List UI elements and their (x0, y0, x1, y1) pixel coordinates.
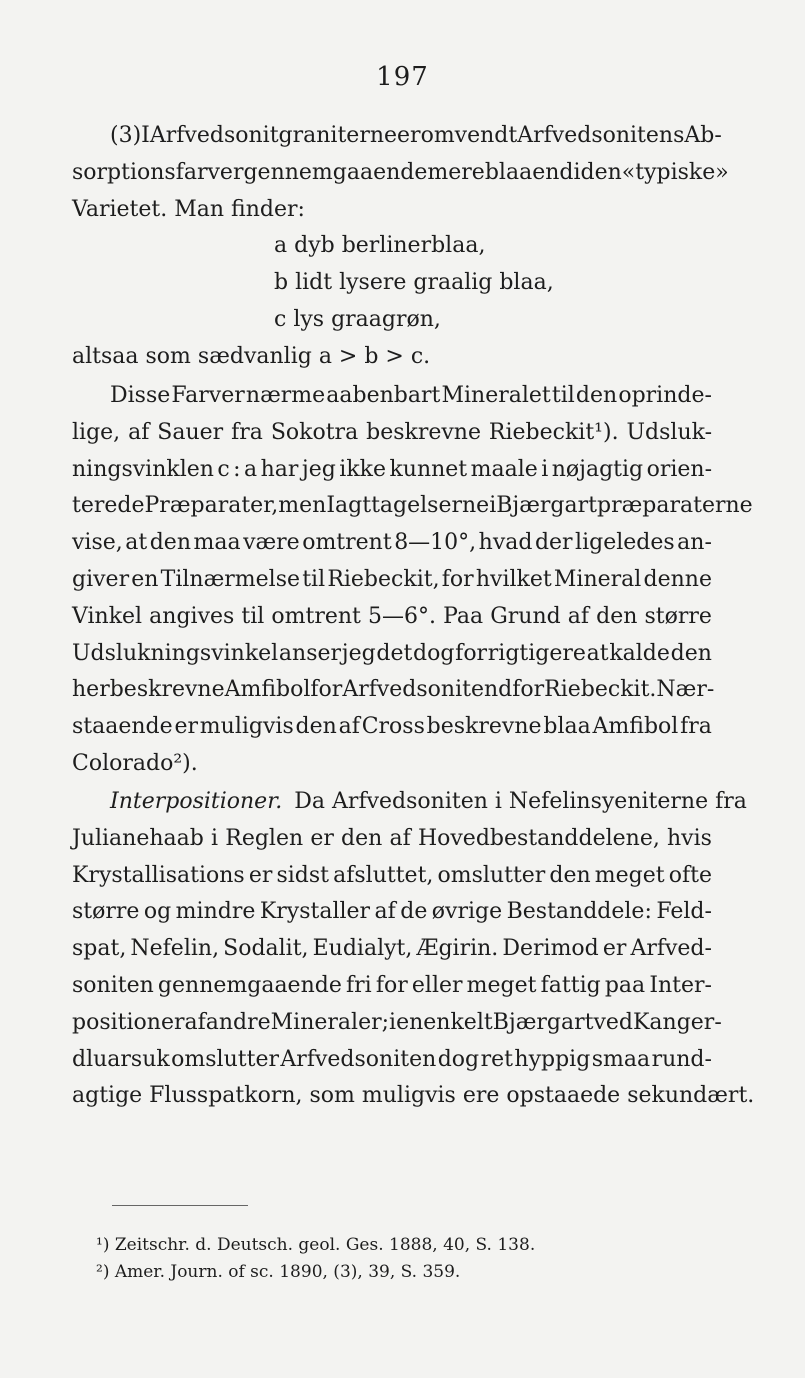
word: beskrevne (109, 677, 225, 703)
word: Arfvedsonit (342, 677, 471, 703)
word: Reglen (225, 825, 304, 851)
word: jeg (341, 640, 376, 666)
word: Riebeckit¹). (488, 419, 619, 445)
word: terede (72, 493, 145, 519)
word: muligvis (199, 714, 294, 740)
text-line (72, 821, 712, 858)
word: for (455, 640, 488, 666)
word: dog (413, 640, 455, 666)
word: Arfvedsoniten (280, 1046, 437, 1072)
word: c (217, 456, 230, 482)
text-line (72, 1042, 712, 1079)
list-item: c lys graagrøn, (274, 306, 441, 332)
word: Mineraler; (270, 1009, 390, 1035)
word: hvis (667, 825, 712, 851)
word: hvilket (475, 566, 552, 592)
word: Amfibol (224, 677, 311, 703)
word: gennemgaaende (157, 972, 342, 998)
word: i (573, 159, 581, 185)
list-item: a dyb berlinerblaa, (274, 233, 486, 259)
word: Inter- (649, 972, 712, 998)
word: af (184, 1009, 206, 1035)
word: Nær- (656, 677, 715, 703)
word: Mineralet (441, 383, 551, 408)
text-line: Varietet. Man finder: (72, 196, 305, 222)
text-line (72, 599, 712, 636)
word: være (243, 530, 300, 556)
word: Farver (171, 383, 245, 408)
word: omslutter (171, 1046, 279, 1072)
word: Mineral (553, 566, 642, 592)
word: for (375, 972, 408, 998)
word: af (338, 714, 360, 740)
word: den (596, 603, 638, 629)
word: ligeledes (575, 530, 675, 556)
word: i (211, 825, 219, 851)
word: sidst (276, 862, 330, 888)
text-line (72, 784, 747, 821)
word: vise, (72, 530, 123, 556)
text-line (72, 968, 712, 1005)
text-line: Colorado²). (72, 750, 198, 776)
word: til (551, 383, 575, 408)
word: dog (437, 1046, 480, 1072)
word: dluarsuk (72, 1046, 170, 1072)
word: fra (231, 419, 263, 445)
word: (3) (110, 123, 142, 148)
word: omslutter (437, 862, 546, 888)
page-number: 197 (376, 62, 429, 92)
word: Udslukningsvinkel (72, 640, 279, 666)
text-line (72, 452, 712, 489)
paragraph-3 (72, 784, 755, 1115)
word: ofte (668, 862, 712, 888)
word: omvendt (420, 123, 518, 148)
word: den (580, 159, 622, 185)
word: angives (149, 603, 235, 629)
word: i (489, 493, 497, 519)
word: kunnet (389, 456, 468, 482)
word: 8—10°, (394, 530, 477, 556)
word: den (670, 640, 712, 666)
word: og (143, 899, 172, 925)
word: Nefelin, (130, 936, 220, 962)
word: lige, (72, 419, 121, 445)
word: Sodalit, (223, 936, 309, 962)
word: denne (643, 566, 712, 592)
word: fattig (540, 972, 601, 998)
word: Præparater, (144, 493, 279, 519)
word: Grund (490, 603, 561, 629)
word: større (72, 899, 140, 925)
word: af (128, 419, 150, 445)
word: Tilnærmelse (160, 566, 301, 592)
word: rigtigere (487, 640, 586, 666)
word: andre (205, 1009, 271, 1035)
word: spat, (72, 936, 127, 962)
word: beskrevne (426, 714, 542, 740)
word: positioner (72, 1009, 185, 1035)
text-line (72, 636, 712, 673)
word: ved (593, 1009, 633, 1035)
word: de (400, 899, 428, 925)
word: end (470, 677, 513, 703)
word: Feld- (656, 899, 712, 925)
word: sorptionsfarver (72, 159, 244, 185)
word: i (541, 456, 549, 482)
word: større (644, 603, 712, 629)
text-line: altsaa som sædvanlig a > b > c. (72, 343, 431, 369)
word: maa (193, 530, 241, 556)
paragraph-2 (72, 378, 753, 783)
word: den (149, 530, 191, 556)
word: her (72, 677, 110, 703)
word: 5—6°. (367, 603, 436, 629)
word: eller (411, 972, 463, 998)
word: blaa (484, 159, 533, 185)
word: kalde (609, 640, 670, 666)
word: er (248, 862, 273, 888)
word: ret (480, 1046, 513, 1072)
word: Cross (361, 714, 425, 740)
word: soniten (72, 972, 154, 998)
text-line (72, 562, 712, 599)
word: Riebeckit, (327, 566, 440, 592)
word: meget (466, 972, 537, 998)
word: har (260, 456, 299, 482)
text-line (72, 1005, 722, 1042)
footnotes (96, 1232, 535, 1286)
word: paa (604, 972, 646, 998)
word: beskrevne (366, 419, 481, 445)
text-line (72, 709, 712, 746)
word: oprinde- (618, 383, 712, 408)
word: er (174, 714, 198, 740)
word: rund- (651, 1046, 712, 1072)
word: Ab- (684, 123, 722, 148)
word: nøjagtig (551, 456, 644, 482)
word: af (567, 603, 590, 629)
word: an- (677, 530, 712, 556)
word: Kanger- (632, 1009, 722, 1035)
word: den (341, 825, 383, 851)
footnote-divider (112, 1205, 248, 1206)
word: mere (427, 159, 485, 185)
word: Arfved- (630, 936, 712, 962)
word: a (244, 456, 258, 482)
list-item: b lidt lysere graalig blaa, (274, 270, 554, 296)
word: Riebeckit. (544, 677, 657, 703)
word: anser (278, 640, 342, 666)
word: Iagttagelserne (326, 493, 490, 519)
word: blaa (543, 714, 591, 740)
word: for (512, 677, 545, 703)
text-line (72, 118, 722, 155)
text-line (72, 931, 712, 968)
word: hyppig (514, 1046, 591, 1072)
word: den (295, 714, 337, 740)
word: øvrige (431, 899, 503, 925)
word: enkelt (423, 1009, 493, 1035)
footnote: ²) Amer. Journ. of sc. 1890, (3), 39, S. 359. (96, 1262, 461, 1282)
word: en (131, 566, 159, 592)
word: i (389, 1009, 397, 1035)
word: Paa (443, 603, 484, 629)
word: fra (680, 714, 712, 740)
word: gennemgaaende (243, 159, 428, 185)
paragraph-1 (72, 118, 729, 376)
word: Julianehaab (72, 825, 204, 851)
word: at (125, 530, 148, 556)
word: ningsvinklen (72, 456, 214, 482)
word: end (532, 159, 574, 185)
text-line (72, 488, 753, 525)
text-line (72, 378, 712, 415)
word: aabenbart (326, 383, 441, 408)
word: Sauer (157, 419, 224, 445)
word: der (534, 530, 573, 556)
word: fri (346, 972, 372, 998)
word: staaende (72, 714, 173, 740)
word: Sokotra (270, 419, 359, 445)
word: Bjærgartpræparaterne (496, 493, 753, 519)
word: Arfvedsonitgraniterne (149, 123, 398, 148)
word: «typiske» (621, 159, 729, 185)
word: jeg (301, 456, 336, 482)
word: Disse (110, 383, 171, 408)
text-line: agtige Flusspatkorn, som muligvis ere opstaaede sekundært. (72, 1083, 755, 1109)
word: er (602, 936, 627, 962)
word: Udsluk- (626, 419, 712, 445)
word: afsluttet, (333, 862, 434, 888)
text-line-content: Da Arfvedsoniten i Nefelinsyeniterne fra (294, 789, 747, 814)
word: en (396, 1009, 424, 1035)
word: nærme (245, 383, 326, 408)
word: omtrent (302, 530, 392, 556)
text-line (72, 525, 712, 562)
word: af (389, 825, 411, 851)
word: til (241, 603, 265, 629)
word: er (310, 825, 334, 851)
word: af (374, 899, 396, 925)
word: mindre (175, 899, 256, 925)
word: hvad (478, 530, 533, 556)
text-line (72, 415, 712, 452)
word: I (141, 123, 150, 148)
text-line (72, 894, 712, 931)
word: Vinkel (72, 603, 143, 629)
footnote: ¹) Zeitschr. d. Deutsch. geol. Ges. 1888, 40, S. 138. (96, 1235, 536, 1255)
text-line (72, 155, 729, 192)
text-line (72, 672, 715, 709)
word: for (310, 677, 343, 703)
word: giver (72, 566, 130, 592)
word: Bjærgart (492, 1009, 594, 1035)
word: Hovedbestanddelene, (417, 825, 660, 851)
word: Eudialyt, (312, 936, 413, 962)
word: for (441, 566, 474, 592)
word: ikke (339, 456, 386, 482)
word: den (575, 383, 618, 408)
word: det (376, 640, 413, 666)
word: omtrent (271, 603, 361, 629)
word: orien- (646, 456, 712, 482)
word: Derimod (502, 936, 599, 962)
word: Krystallisations (72, 862, 245, 888)
word: Amfibol (592, 714, 679, 740)
word: Arfvedsonitens (517, 123, 685, 148)
word: smaa (591, 1046, 651, 1072)
word: den (549, 862, 591, 888)
word: meget (594, 862, 665, 888)
word: Ægirin. (416, 936, 499, 962)
word: at (586, 640, 609, 666)
word: til (302, 566, 326, 592)
section-heading: Interpositioner. (110, 789, 283, 814)
word: er (397, 123, 421, 148)
word: Bestanddele: (506, 899, 652, 925)
word: : (233, 456, 241, 482)
word: men (278, 493, 327, 519)
word: maale (470, 456, 538, 482)
word: Krystaller (259, 899, 371, 925)
text-line (72, 858, 712, 895)
